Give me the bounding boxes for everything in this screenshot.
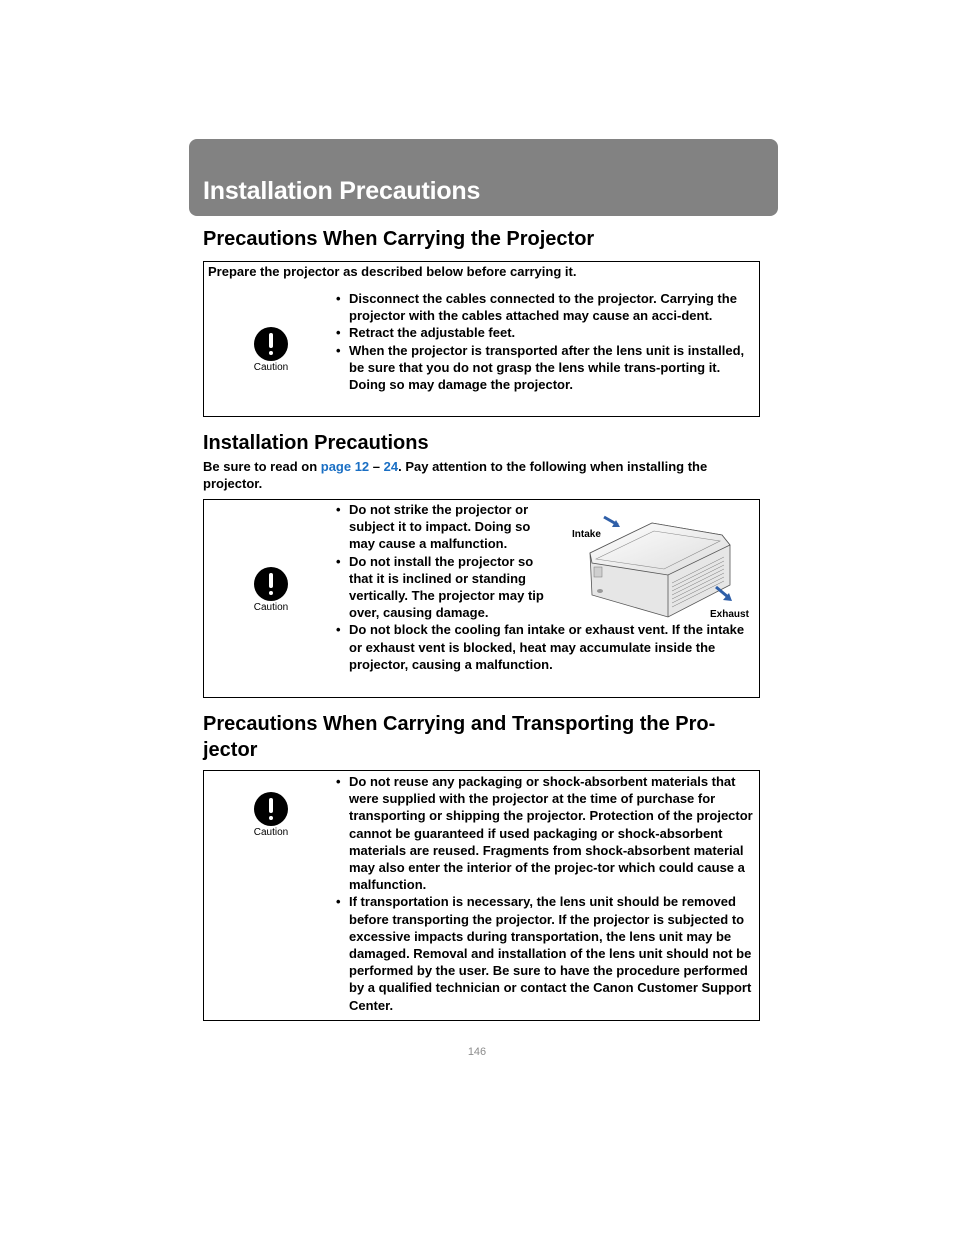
- list-item: • Do not strike the projector or subject it to impact. Doing so may cause a malfunction.: [335, 501, 559, 553]
- caution-box-transporting: [203, 770, 760, 1021]
- box-lead-text: Prepare the projector as described below before carrying it.: [208, 264, 577, 279]
- section-heading-carrying: Precautions When Carrying the Projector: [203, 228, 595, 250]
- title-banner: [189, 139, 778, 216]
- section-heading-installation: Installation Precautions: [203, 432, 429, 454]
- caution-icon: [254, 567, 288, 601]
- exhaust-label: Exhaust: [710, 609, 749, 620]
- caution-box-carrying: [203, 261, 760, 417]
- page-number: 146: [467, 1046, 487, 1058]
- intake-label: Intake: [572, 529, 601, 540]
- list-item: • When the projector is transported after the lens unit is installed, be sure that you do not grasp the lens while trans-porting it. Doing so may damage the projector.: [335, 342, 755, 394]
- list-item: • Retract the adjustable feet.: [335, 324, 755, 341]
- caution-label: Caution: [253, 362, 289, 373]
- caution-badge: [241, 567, 301, 613]
- list-item: • If transportation is necessary, the lens unit should be removed before transporting the projector. If the projector is subjected to excessive impacts during transportation, the lens unit may be damaged. Removal and installation of the lens unit should not be performed by the user. Be sure to have the procedure performed by a qualified technician or contact the Canon Customer Support Center.: [335, 893, 755, 1013]
- caution-label: Caution: [253, 602, 289, 613]
- list-item: • Do not install the projector so that it is inclined or standing vertically. The projector may tip over, causing damage.: [335, 553, 559, 622]
- caution-box-installation: [203, 499, 760, 698]
- page-link-24[interactable]: 24: [383, 459, 399, 474]
- list-item: • Do not block the cooling fan intake or exhaust vent. If the intake or exhaust vent is blocked, heat may accumulate inside the projector, causing a malfunction.: [335, 621, 755, 673]
- intro-text: Be sure to read on page 12 – 24. Pay attention to the following when installing the projector.: [203, 459, 708, 491]
- bullet-list: [335, 290, 755, 393]
- caution-badge: [241, 327, 301, 373]
- caution-badge: [241, 792, 301, 838]
- list-item: • Do not reuse any packaging or shock-absorbent materials that were supplied with the projector at the time of purchase for transporting or shipping the projector. Protection of the projector cannot be guaranteed if used packaging or shock-absorbent materials are reused. Fragments from shock-absorbent material may also enter the interior of the projec-tor which could cause a malfunction.: [335, 773, 755, 893]
- caution-label: Caution: [253, 827, 289, 838]
- bullet-list: [335, 773, 755, 1014]
- page-title: Installation Precautions: [203, 177, 481, 205]
- caution-icon: [254, 327, 288, 361]
- list-item: • Disconnect the cables connected to the projector. Carrying the projector with the cables attached may cause an acci-dent.: [335, 290, 755, 324]
- section-heading-transporting: Precautions When Carrying and Transporting the Pro-jector: [203, 713, 716, 761]
- caution-icon: [254, 792, 288, 826]
- page-link-12[interactable]: page 12: [320, 459, 370, 474]
- projector-illustration: [572, 505, 762, 627]
